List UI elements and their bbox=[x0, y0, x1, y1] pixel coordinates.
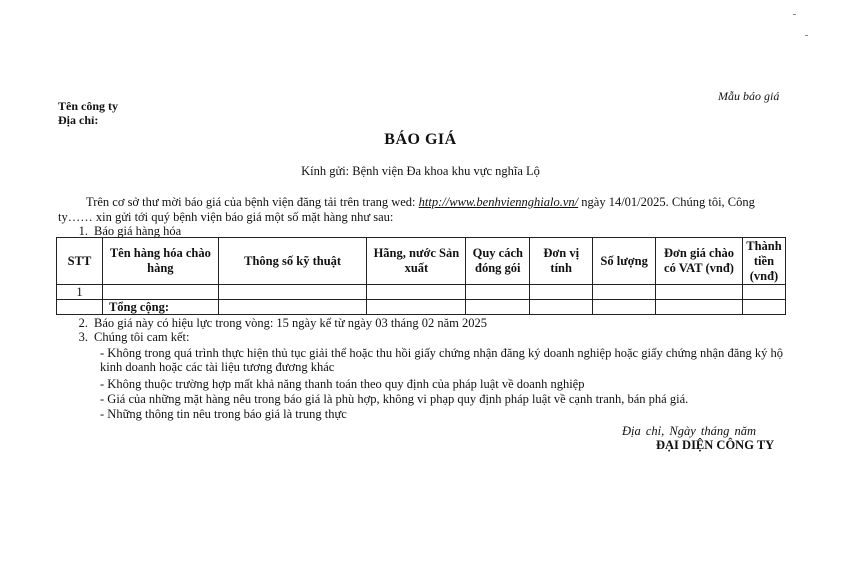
table-cell bbox=[742, 285, 785, 300]
table-cell bbox=[593, 300, 656, 315]
list-text: Báo giá này có hiệu lực trong vòng: 15 ngày kể từ ngày 03 tháng 02 năm 2025 bbox=[94, 316, 487, 330]
commitment-item: - Không thuộc trường hợp mất khả năng thanh toán theo quy định của pháp luật về doanh nghiệp bbox=[100, 377, 585, 391]
table-cell bbox=[593, 285, 656, 300]
intro-text: Trên cơ sở thư mời báo giá của bệnh viện đăng tải trên trang wed: bbox=[86, 195, 419, 209]
intro-text-continued: ngày 14/01/2025. Chúng tôi, Công ty…… xin gửi tới quý bệnh viện báo giá một số mặt hàng như sau: bbox=[58, 195, 755, 224]
list-item bbox=[58, 330, 189, 345]
total-row bbox=[57, 300, 786, 315]
column-header: Quy cách đóng gói bbox=[466, 238, 530, 285]
list-item bbox=[58, 316, 487, 331]
quote-table bbox=[56, 237, 786, 315]
table-cell bbox=[218, 300, 367, 315]
column-header: Hãng, nước Sản xuất bbox=[367, 238, 466, 285]
signature-place-date: Địa chỉ, Ngày tháng năm bbox=[622, 424, 757, 438]
list-text: Báo giá hàng hóa bbox=[94, 224, 182, 238]
table-cell bbox=[57, 300, 103, 315]
company-name-label: Tên công ty bbox=[58, 99, 118, 113]
table-cell bbox=[530, 285, 593, 300]
total-label: Tổng cộng: bbox=[102, 300, 218, 315]
table-cell bbox=[530, 300, 593, 315]
list-number: 2. bbox=[78, 316, 88, 330]
list-text: Chúng tôi cam kết: bbox=[94, 330, 190, 344]
column-header: Tên hàng hóa chào hàng bbox=[102, 238, 218, 285]
signature-title: ĐẠI DIỆN CÔNG TY bbox=[656, 438, 775, 452]
commitment-item: - Những thông tin nêu trong báo giá là trung thực bbox=[100, 407, 347, 421]
website-link[interactable]: http://www.benhviennghialo.vn/ bbox=[418, 195, 579, 209]
recipient: Kính gửi: Bệnh viện Đa khoa khu vực nghĩa Lộ bbox=[301, 164, 540, 178]
commitment-item: - Giá của những mặt hàng nêu trong báo giá là phù hợp, không vi phạp quy định pháp luật về cạnh tranh, bán phá giá. bbox=[100, 392, 689, 406]
commitment-item: - Không trong quá trình thực hiện thủ tục giải thể hoặc thu hồi giấy chứng nhận đăng ký doanh nghiệp hoặc giấy chứng nhận đăng ký hộ kinh doanh hoặc các tài liệu tương đương khác bbox=[100, 346, 784, 374]
column-header: Đơn giá chào có VAT (vnđ) bbox=[656, 238, 743, 285]
column-header: Số lượng bbox=[593, 238, 656, 285]
scan-mark bbox=[805, 35, 808, 36]
scan-mark bbox=[793, 14, 796, 15]
column-header: STT bbox=[57, 238, 103, 285]
table-cell bbox=[466, 300, 530, 315]
row-number-cell: 1 bbox=[57, 285, 103, 300]
column-header: Đơn vị tính bbox=[530, 238, 593, 285]
list-number: 1. bbox=[78, 224, 88, 238]
table-cell bbox=[218, 285, 367, 300]
table-cell bbox=[466, 285, 530, 300]
form-label: Mẫu báo giá bbox=[718, 89, 780, 103]
table-cell bbox=[742, 300, 785, 315]
table-cell bbox=[367, 300, 466, 315]
address-label: Địa chỉ: bbox=[58, 113, 99, 127]
table-cell bbox=[102, 285, 218, 300]
table-header-row bbox=[57, 238, 786, 285]
column-header: Thông số kỹ thuật bbox=[218, 238, 367, 285]
company-block bbox=[58, 99, 118, 127]
table-cell bbox=[656, 285, 743, 300]
intro-paragraph bbox=[58, 195, 788, 225]
column-header: Thành tiền (vnđ) bbox=[742, 238, 785, 285]
table-cell bbox=[367, 285, 466, 300]
table-cell bbox=[656, 300, 743, 315]
page-title: BÁO GIÁ bbox=[384, 131, 457, 148]
list-number: 3. bbox=[78, 330, 88, 344]
table-row bbox=[57, 285, 786, 300]
